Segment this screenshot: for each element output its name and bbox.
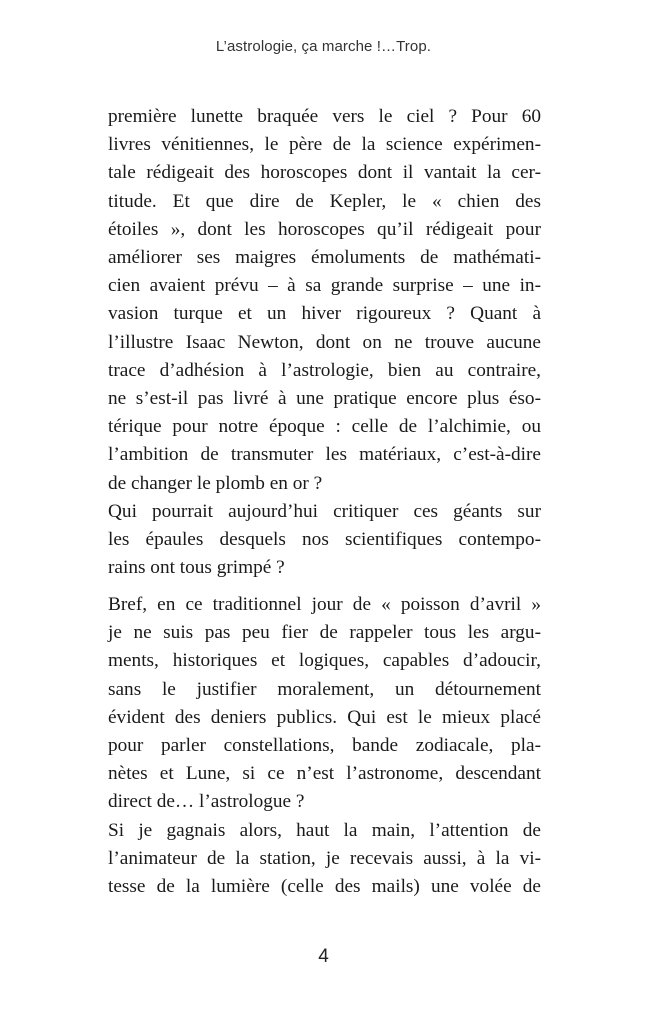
text-line: Bref, en ce traditionnel jour de « poisson d’avril » (108, 594, 541, 615)
text-line: livres vénitiennes, le père de la science expérimen- (108, 134, 541, 156)
text-line: nètes et Lune, si ce n’est l’astronome, descendant (108, 763, 541, 785)
text-line: évident des deniers publics. Qui est le mieux placé (108, 706, 541, 728)
text-line: l’illustre Isaac Newton, dont on ne trouve aucune (108, 331, 541, 353)
text-line: pour parler constellations, bande zodiacale, pla- (108, 735, 541, 757)
text-line: l’animateur de la station, je recevais aussi, à la vi- (108, 847, 541, 869)
text-line: térique pour notre époque : celle de l’alchimie, ou (108, 416, 541, 438)
text-line: tale rédigeait des horoscopes dont il vantait la cer- (108, 162, 541, 184)
text-line: Qui pourrait aujourd’hui critiquer ces géants sur (108, 500, 541, 522)
text-line: ne s’est-il pas livré à une pratique encore plus éso- (108, 388, 541, 410)
text-line: rains ont tous grimpé ? (108, 557, 285, 579)
text-line: sans le justifier moralement, un détournement (108, 678, 541, 700)
text-line: titude. Et que dire de Kepler, le « chien des (108, 190, 541, 212)
text-line: première lunette braquée vers le ciel ? Pour 60 (108, 106, 541, 127)
text-line: trace d’adhésion à l’astrologie, bien au contraire, (108, 359, 541, 381)
text-line: direct de… l’astrologue ? (108, 791, 305, 813)
body-text-block-2 (108, 591, 541, 901)
page-number: 4 (318, 946, 329, 967)
text-line: de changer le plomb en or ? (108, 472, 323, 494)
text-line: je ne suis pas peu fier de rappeler tous les argu- (108, 622, 541, 644)
text-line: étoiles », dont les horoscopes qu’il rédigeait pour (108, 218, 541, 240)
text-line: améliorer ses maigres émoluments de mathémati- (108, 247, 541, 269)
text-line: vasion turque et un hiver rigoureux ? Quant à (108, 303, 541, 325)
text-line: les épaules desquels nos scientifiques contempo- (108, 529, 541, 551)
text-line: l’ambition de transmuter les matériaux, c’est-à-dire (108, 444, 541, 466)
body-text-block-1 (108, 103, 541, 582)
text-line: tesse de la lumière (celle des mails) une volée de (108, 876, 541, 898)
running-header: L’astrologie, ça marche !…Trop. (215, 38, 432, 55)
text-line: cien avaient prévu – à sa grande surprise – une in- (108, 275, 541, 297)
text-line: ments, historiques et logiques, capables d’adoucir, (108, 650, 541, 672)
text-line: Si je gagnais alors, haut la main, l’attention de (108, 819, 541, 841)
